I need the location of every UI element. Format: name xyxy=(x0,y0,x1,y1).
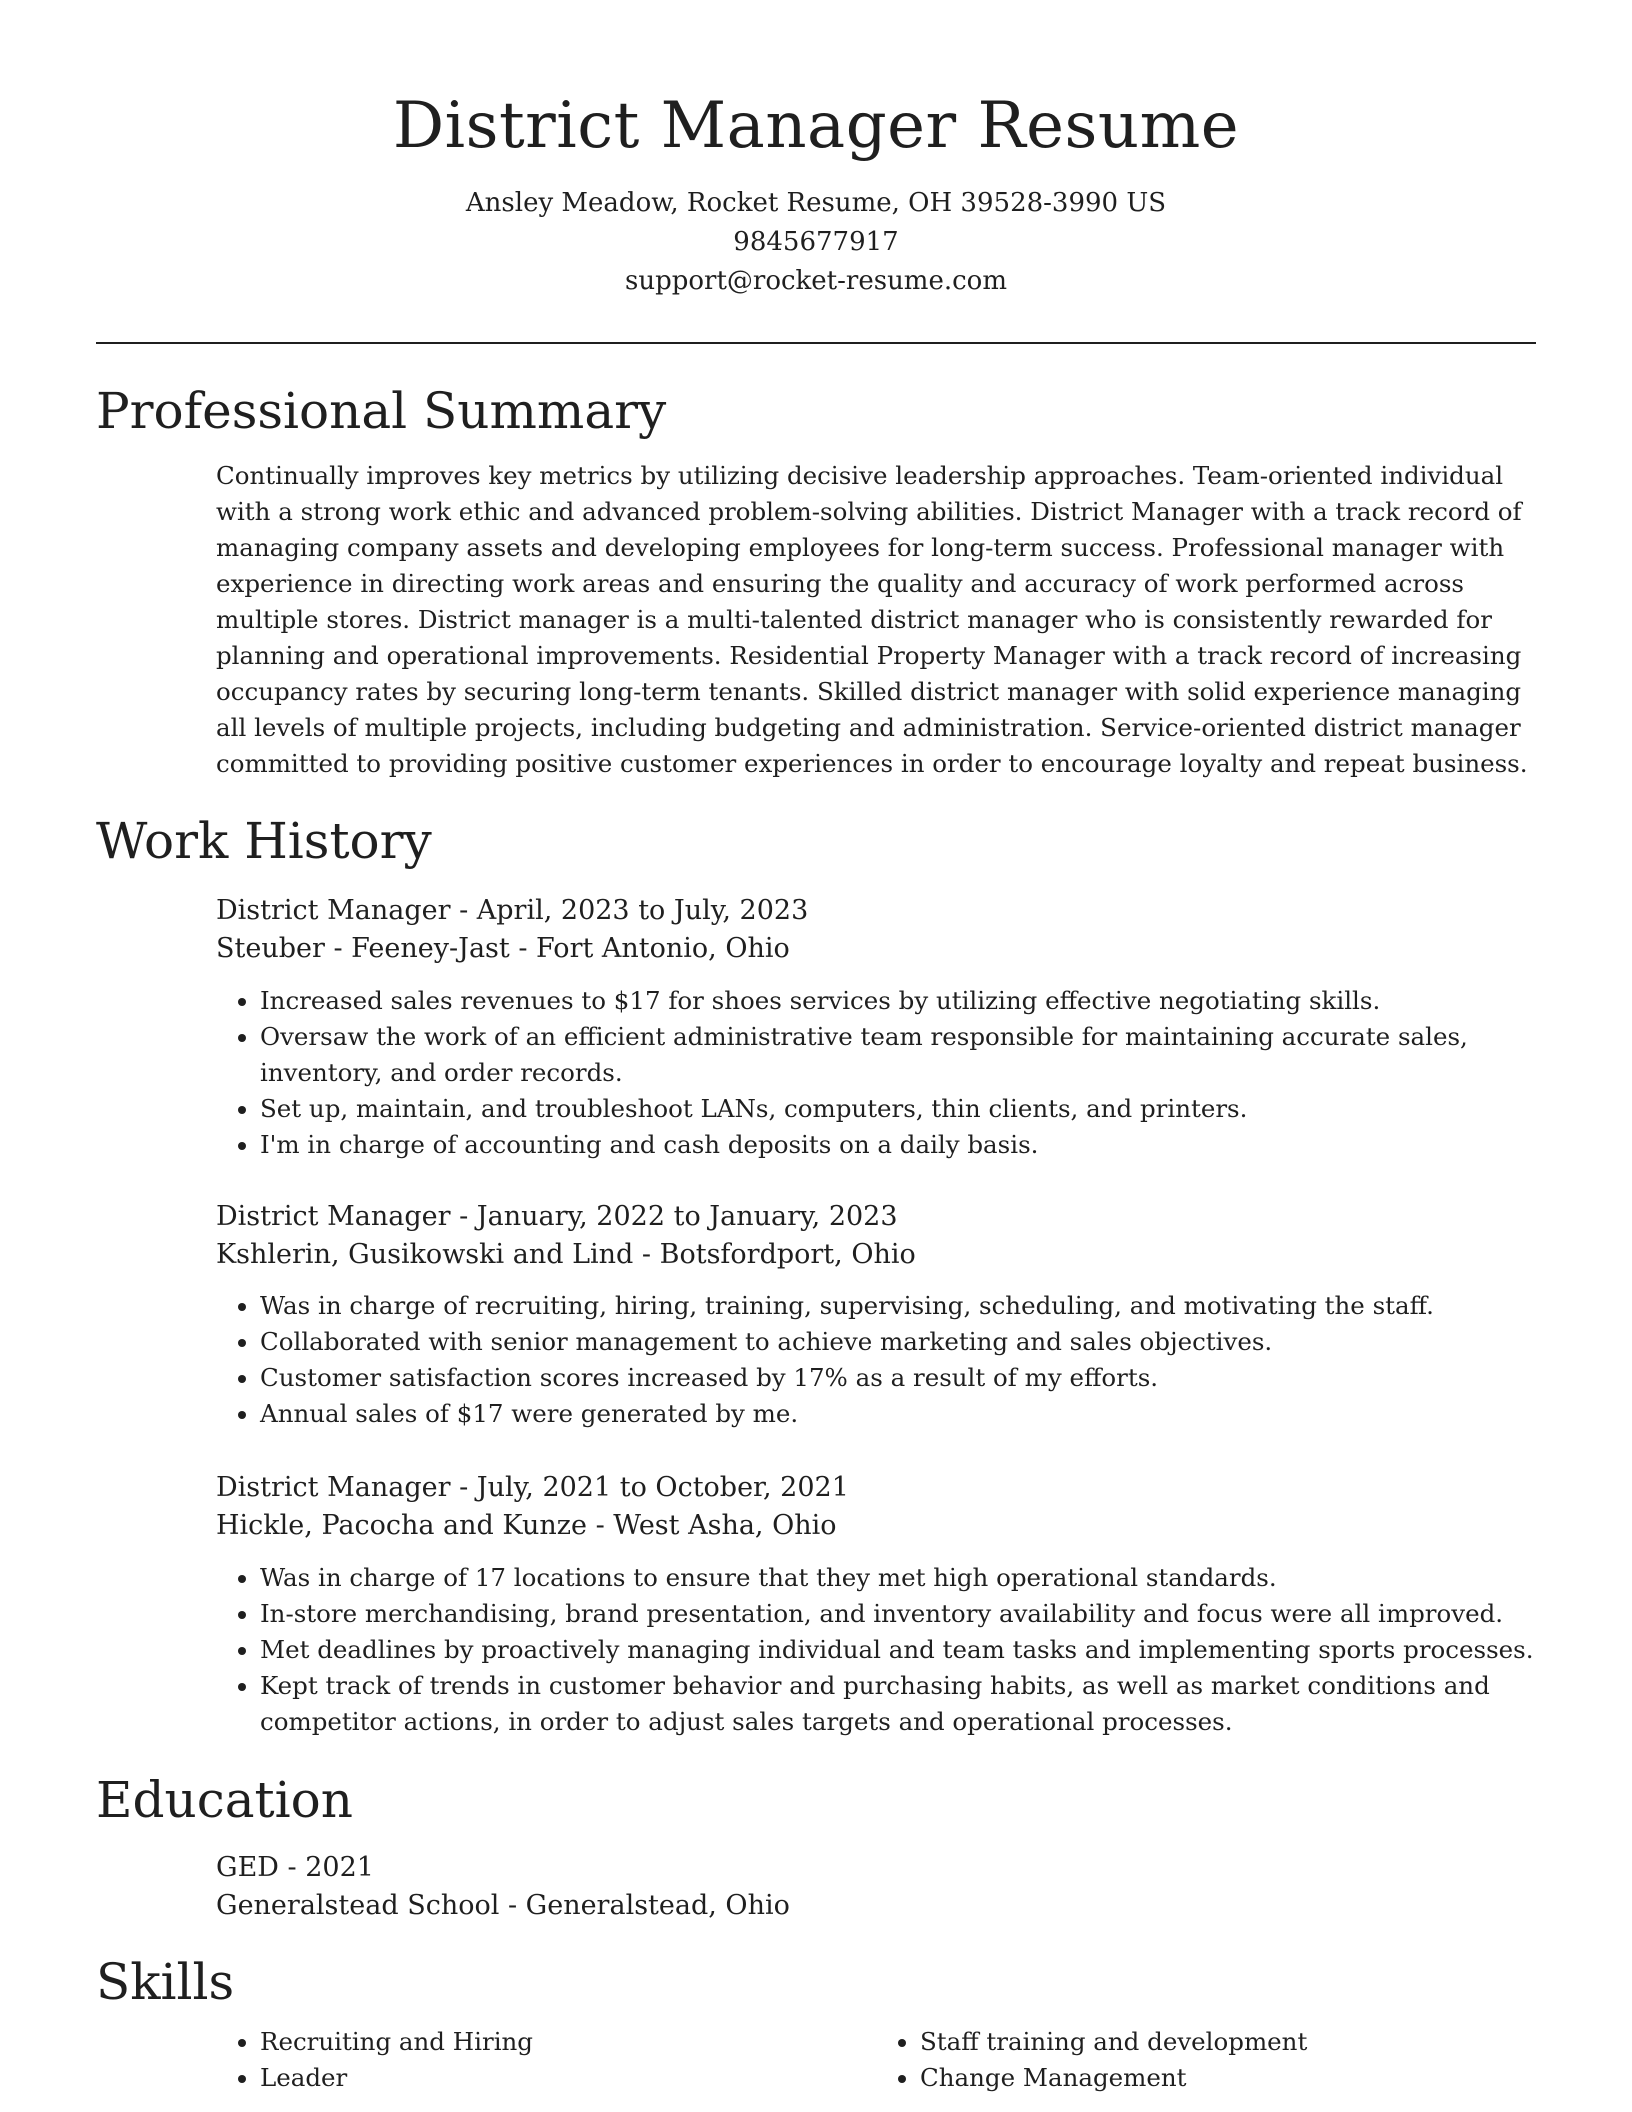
education-year: - 2021 xyxy=(278,1852,374,1883)
list-item: • Was in charge of 17 locations to ensure that they met high operational standards. xyxy=(260,1560,1542,1596)
job-location: - Fort Antonio, Ohio xyxy=(509,933,790,964)
skill-item: • Staff training and development xyxy=(920,2024,1536,2060)
job-title: District Manager xyxy=(216,1201,451,1232)
job-title: District Manager xyxy=(216,895,451,926)
list-item: • Collaborated with senior management to achieve marketing and sales objectives. xyxy=(260,1324,1542,1360)
education-degree-line xyxy=(216,1849,1542,1887)
list-item: • I'm in charge of accounting and cash deposits on a daily basis. xyxy=(260,1127,1542,1163)
job-company-line xyxy=(216,1236,1542,1274)
contact-address: Ansley Meadow, Rocket Resume, OH 39528-3990 US xyxy=(465,188,1167,218)
list-item: • In-store merchandising, brand presentation, and inventory availability and focus were all improved. xyxy=(260,1596,1542,1632)
resume-title: District Manager Resume xyxy=(392,89,1240,163)
job-title-line xyxy=(216,1469,1542,1507)
list-item: • Annual sales of $17 were generated by me. xyxy=(260,1396,1542,1432)
education-school-line xyxy=(216,1887,1542,1925)
job-entry xyxy=(216,1198,1542,1432)
list-item: • Oversaw the work of an efficient administrative team responsible for maintaining accurate sales, inventory, and order records. xyxy=(260,1019,1542,1091)
section-heading-work-history: Work History xyxy=(96,812,432,870)
list-item: • Kept track of trends in customer behavior and purchasing habits, as well as market conditions and competitor actions, in order to adjust sales targets and operational processes. xyxy=(260,1668,1542,1740)
job-company: Kshlerin, Gusikowski and Lind xyxy=(216,1239,634,1270)
education-entry xyxy=(216,1849,1542,1925)
job-title-line xyxy=(216,1198,1542,1236)
job-location: - West Asha, Ohio xyxy=(586,1510,837,1541)
job-company: Hickle, Pacocha and Kunze xyxy=(216,1510,587,1541)
section-heading-skills: Skills xyxy=(96,1953,235,2011)
job-bullets xyxy=(216,1288,1542,1432)
job-title-line xyxy=(216,892,1542,930)
job-title: District Manager xyxy=(216,1472,451,1503)
job-company-line xyxy=(216,930,1542,968)
education-school: Generalstead School xyxy=(216,1890,500,1921)
job-location: - Botsfordport, Ohio xyxy=(633,1239,916,1270)
job-entry xyxy=(216,1469,1542,1740)
list-item: • Customer satisfaction scores increased by 17% as a result of my efforts. xyxy=(260,1360,1542,1396)
skill-item: • Recruiting and Hiring xyxy=(260,2024,876,2060)
job-bullets xyxy=(216,983,1542,1163)
list-item: • Met deadlines by proactively managing individual and team tasks and implementing sports processes. xyxy=(260,1632,1542,1668)
resume-header xyxy=(0,0,1632,301)
skill-item: • Change Management xyxy=(920,2060,1536,2096)
list-item: • Increased sales revenues to $17 for shoes services by utilizing effective negotiating skills. xyxy=(260,983,1542,1019)
skill-item: • Leader xyxy=(260,2060,876,2096)
education-degree: GED xyxy=(216,1852,279,1883)
job-company: Steuber - Feeney-Jast xyxy=(216,933,510,964)
job-entry xyxy=(216,892,1542,1163)
summary-text: Continually improves key metrics by utilizing decisive leadership approaches. Team-oriented individual with a strong work ethic and advanced problem-solving abilities. District Manager with a track record of managing company assets and developing employees for long-term success. Professional manager with experience in directing work areas and ensuring the quality and accuracy of work performed across multiple stores. District manager is a multi-talented district manager who is consistently rewarded for planning and operational improvements. Residential Property Manager with a track record of increasing occupancy rates by securing long-term tenants. Skilled district manager with solid experience managing all levels of multiple projects, including budgeting and administration. Service-oriented district manager committed to providing positive customer experiences in order to encourage loyalty and repeat business. xyxy=(216,461,1528,778)
contact-phone: 9845677917 xyxy=(733,227,899,257)
section-heading-summary: Professional Summary xyxy=(96,382,667,440)
section-heading-education: Education xyxy=(96,1771,353,1829)
skills-list-left xyxy=(216,2024,876,2096)
job-dates: - January, 2022 to January, 2023 xyxy=(450,1201,898,1232)
contact-block xyxy=(0,184,1632,301)
contact-email: support@rocket-resume.com xyxy=(624,266,1007,296)
skills-columns xyxy=(216,2024,1536,2096)
job-dates: - April, 2023 to July, 2023 xyxy=(450,895,809,926)
list-item: • Set up, maintain, and troubleshoot LANs, computers, thin clients, and printers. xyxy=(260,1091,1542,1127)
header-divider xyxy=(96,342,1536,344)
job-dates: - July, 2021 to October, 2021 xyxy=(450,1472,849,1503)
skills-list-right xyxy=(876,2024,1536,2096)
job-bullets xyxy=(216,1560,1542,1740)
list-item: • Was in charge of recruiting, hiring, training, supervising, scheduling, and motivating the staff. xyxy=(260,1288,1542,1324)
education-location: - Generalstead, Ohio xyxy=(499,1890,790,1921)
job-company-line xyxy=(216,1507,1542,1545)
